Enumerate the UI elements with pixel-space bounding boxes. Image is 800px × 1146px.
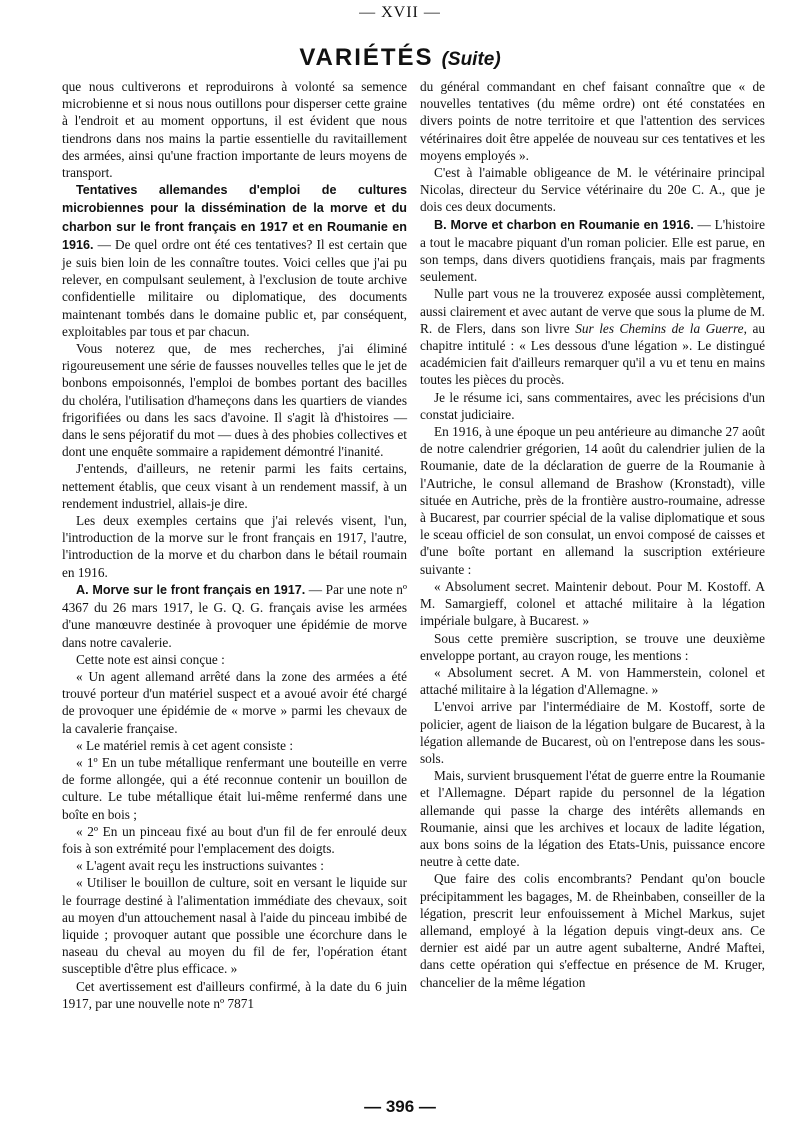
paragraph-text: — L'histoire a tout le macabre piquant d'un roman policier. Elle est parue, en son temps, dans divers quotidiens français, mais par fragments seulement. [420, 216, 765, 285]
quote-paragraph: « Le matériel remis à cet agent consiste : [76, 737, 294, 753]
paragraph [420, 285, 765, 388]
quote-paragraph: « Utiliser le bouillon de culture, soit en versant le liquide sur le fourrage destiné à l'alimentation immédiate des chevaux, soit au moyen d'un attouchement nasal à l'aide du pinceau imbibé de liquide ; provoquer autant que possible une écorchure dans le naseau du cheval au moyen du fil de fer, l'opération étant susceptible d'être plus efficace. » [62, 875, 407, 977]
book-title: Sur les Chemins de la Guerre [575, 320, 744, 336]
paragraph: Mais, survient brusquement l'état de guerre entre la Roumanie et l'Allemagne. Départ rapide du personnel de la légation allemande qui passe la charge des intérêts allemands en Roumanie, ainsi que les archives et locaux de ladite légation, aux bons soins de la légation des Etats-Unis, puissance encore neutre à cette date. [420, 768, 765, 870]
paragraph: En 1916, à une époque un peu antérieure au dimanche 27 août de notre calendrier grégorien, 14 août du calendrier julien de la Roumanie, date de la déclaration de guerre de la Roumanie à l'Autriche, le consul allemand de Brashow (Kronstadt), ville située en Autriche, près de la frontière austro-roumaine, adresse à Bucarest, par courrier spécial de la valise diplomatique et sous le sceau officiel de son consulat, un envoi composé de caisses et d'une boîte portant en allemand la suscription extérieure suivante : [420, 424, 765, 577]
title-suffix: (Suite) [441, 49, 501, 70]
paragraph: C'est à l'aimable obligeance de M. le vétérinaire principal Nicolas, directeur du Service vétérinaire du 20e C. A., que je dois ces deux documents. [420, 165, 765, 215]
quote-paragraph: « 1º En un tube métallique renfermant une bouteille en verre de forme allongée, qui a été reconnue contenir un bouillon de culture. Le tube métallique était lui-même renfermé dans une boîte en bois ; [62, 754, 407, 822]
section-title [0, 44, 800, 72]
paragraph: J'entends, d'ailleurs, ne retenir parmi les faits certains, nettement établis, que ceux visant à un rendement massif, à un rendement industriel, allais-je dire. [62, 461, 407, 511]
paragraph: Cet avertissement est d'ailleurs confirmé, à la date du 6 juin 1917, par une nouvelle note nº 7871 [62, 978, 407, 1011]
paragraph [420, 216, 765, 286]
quote-paragraph: « Absolument secret. Maintenir debout. Pour M. Kostoff. A M. Samargieff, colonel et attaché militaire à la légation impériale bulgare, à Bucarest. » [420, 578, 765, 629]
paragraph: L'envoi arrive par l'intermédiaire de M. Kostoff, sorte de policier, agent de liaison de la légation bulgare de Bucarest, à la légation allemande de Bucarest, où on l'entrepose dans les sous-sols. [420, 699, 765, 766]
running-folio: — XVII — [359, 4, 441, 21]
paragraph-text: — Par une note nº 4367 du 26 mars 1917, le G. Q. G. français avise les armées d'une manœuvre destinée à provoquer une épidémie de morve dans notre cavalerie. [62, 581, 407, 650]
quote-paragraph: « 2º En un pinceau fixé au bout d'un fil de fer enroulé deux fois à son extrémité pour l'emplacement des doigts. [62, 823, 407, 856]
paragraph-text: , au chapitre intitulé : « Les dessous d'une légation ». Le distingué académicien fait d'ailleurs remarquer qu'il a vu et tenu en mains toutes les pièces du procès. [420, 320, 765, 388]
quote-paragraph: « L'agent avait reçu les instructions suivantes : [76, 858, 324, 874]
paragraph-text: Nulle part vous ne la trouverez exposée aussi complètement, aussi clairement et avec autant de verve que sous la plume de M. R. de Flers, dans son livre [420, 286, 765, 336]
page-number: — 396 — [364, 1097, 436, 1116]
paragraph: Les deux exemples certains que j'ai relevés visent, l'un, l'introduction de la morve sur le front français en 1917, l'autre, l'introduction de la morve et du charbon dans le bétail roumain en 1916. [62, 513, 407, 580]
paragraph-text: — De quel ordre ont été ces tentatives? Il est certain que je suis bien loin de les connaître toutes. Voici celles que j'ai pu relever, en compulsant seulement, à l'exclusion de toute archive confidentielle militaire ou diplomatique, des documents maintenant tombés dans le domaine public et, par conséquent, exploitables par tous et par chacun. [62, 236, 407, 339]
quote-paragraph: « Un agent allemand arrêté dans la zone des armées a été trouvé porteur d'un matériel suspect et a avoué avoir été chargé de provoquer une épidémie de « morve » parmi les chevaux de la cavalerie française. [62, 668, 407, 736]
paragraph: Je le résume ici, sans commentaires, avec les précisions d'un constat judiciaire. [420, 389, 765, 422]
section-heading: A. Morve sur le front français en 1917. [76, 582, 306, 597]
paragraph [62, 181, 407, 340]
paragraph: Que faire des colis encombrants? Pendant qu'on boucle précipitamment les bagages, M. de Rheinbaben, conseiller de la légation, prescrit leur enfouissement à Michel Markus, sujet allemand, employé à la légation depuis vingt-deux ans. Ce dernier est aidé par un autre agent subalterne, André Maftei, dans cette opération qui s'effectue en présence de M. Kruger, chancelier de la même légation [420, 871, 765, 990]
paragraph: Sous cette première suscription, se trouve une deuxième enveloppe portant, au crayon rouge, les mentions : [420, 630, 765, 663]
left-column [62, 78, 407, 1012]
paragraph: que nous cultiverons et reproduirons à volonté sa semence microbienne et si nous nous outillons pour disperser cette graine à l'endroit et au moment opportuns, il est évident que nous tiendrons dans nos mains la partie essentielle du ravitaillement des armées, ainsi qu'une fraction importante de leurs moyens de transport. [62, 79, 407, 181]
right-column [420, 78, 765, 991]
section-heading: B. Morve et charbon en Roumanie en 1916. [434, 217, 694, 232]
paragraph: du général commandant en chef faisant connaître que « de nouvelles tentatives (du même ordre) ont été constatées en divers points de notre territoire et que l'attention des services vétérinaires doit être appelée de nouveau sur ces tentatives et les moyens employés ». [420, 79, 765, 163]
quote-paragraph: « Absolument secret. A M. von Hammerstein, colonel et attaché militaire à la légation d'Allemagne. » [420, 664, 765, 698]
paragraph: Vous noterez que, de mes recherches, j'ai éliminé rigoureusement une série de fausses nouvelles telles que le jet de bonbons empoisonnés, l'emploi de bombes portant des bacilles du choléra, l'utilisation d'hameçons dans les quartiers de viandes frigorifiées ou dans les sacs d'avoine. Il s'agit là d'histoires — dans le sens péjoratif du mot — dues à des phobies collectives et dont une enquête sommaire a rapidement démontré l'inanité. [62, 341, 407, 460]
paragraph: Cette note est ainsi conçue : [76, 651, 225, 667]
title-text: VARIÉTÉS [299, 44, 434, 71]
section-heading: Tentatives allemandes d'emploi de cultures microbiennes pour la dissémination de la morve et du charbon sur le front français en 1917 et en Roumanie en 1916. [62, 183, 407, 252]
paragraph [62, 581, 407, 651]
